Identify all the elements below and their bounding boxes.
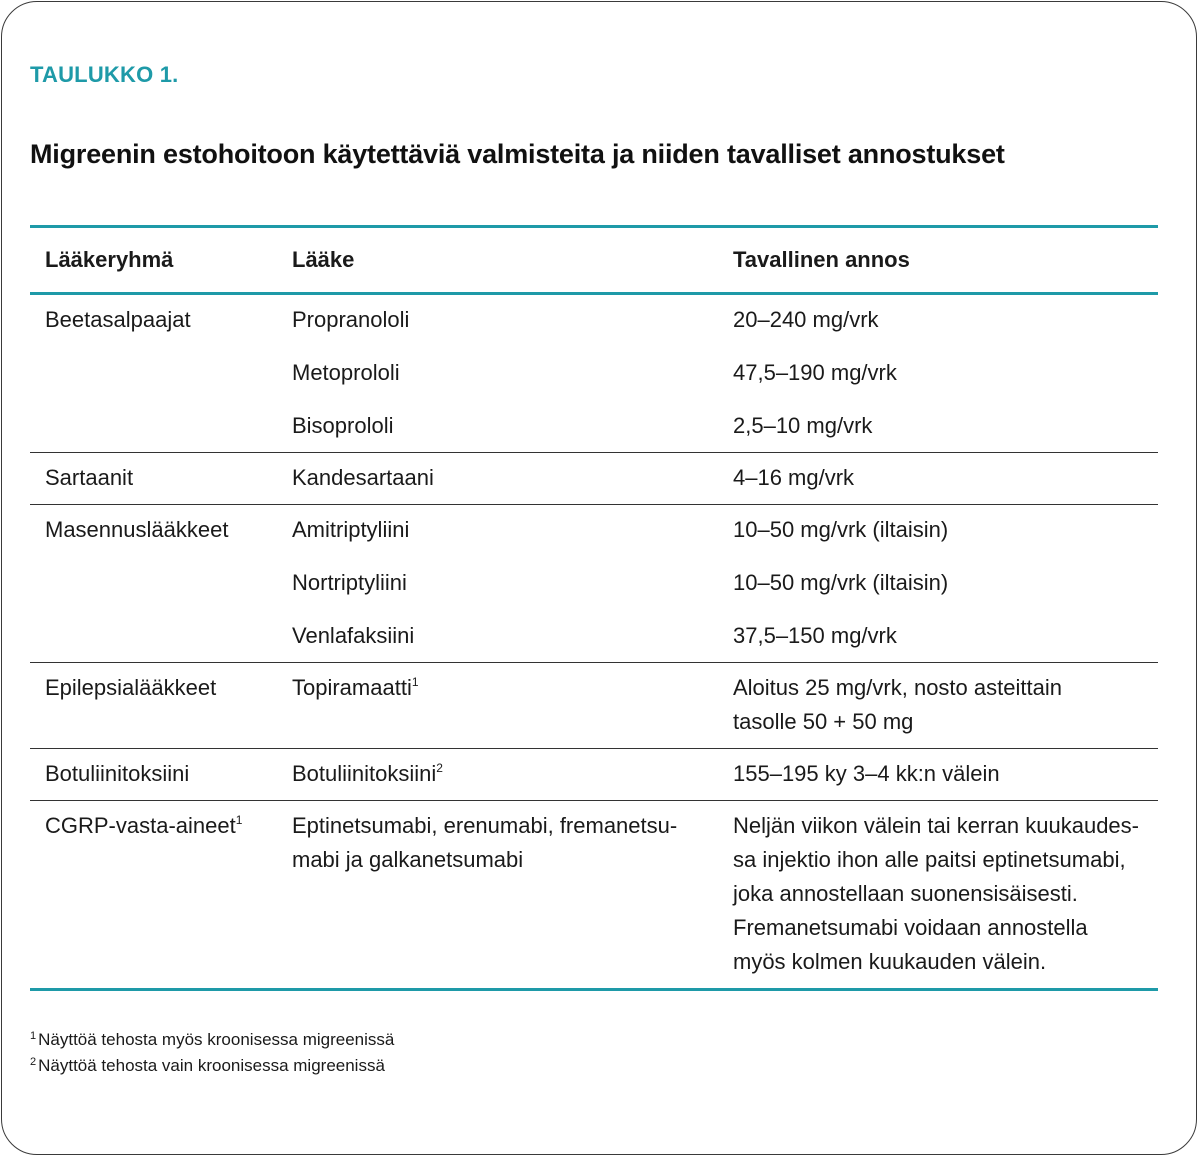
- table-row: [30, 671, 1158, 739]
- group-cell: Sartaanit: [45, 465, 134, 490]
- dose-cell: Aloitus 25 mg/vrk, nosto asteittain tasolle 50 + 50 mg: [733, 675, 1062, 734]
- drug-cell: Metoprololi: [292, 360, 400, 385]
- footnote-2: $^2$ Näyttöä tehosta vain kroonisessa migreenissä: [30, 1056, 385, 1075]
- table-row: [30, 303, 1158, 337]
- table-group-cgrp: [30, 801, 1158, 988]
- dose-cell: 37,5–150 mg/vrk: [733, 623, 897, 648]
- drug-cell: Venlafaksiini: [292, 623, 415, 648]
- dose-cell: 4–16 mg/vrk: [733, 465, 855, 490]
- drug-cell: Eptinetsumabi, erenumabi, fremanetsu- mabi ja galkanetsumabi: [292, 813, 678, 872]
- header-drug-group: Lääkeryhmä: [45, 247, 174, 272]
- drug-cell: Propranololi: [292, 307, 410, 332]
- group-cell: Botuliinitoksiini: [45, 761, 190, 786]
- group-cell: Beetasalpaajat: [45, 307, 191, 332]
- table-group-botuliinitoksiini: [30, 749, 1158, 800]
- table-row: [30, 757, 1158, 791]
- table-group-beetasalpaajat: [30, 295, 1158, 452]
- table-header-row: [30, 228, 1158, 292]
- dose-cell: 10–50 mg/vrk (iltaisin): [733, 517, 949, 542]
- table-row: [30, 356, 1158, 390]
- drug-cell: Topiramaatti$^1$: [292, 675, 419, 700]
- table-row: [30, 461, 1158, 495]
- header-drug: Lääke: [292, 247, 355, 272]
- footnote-1: $^1$ Näyttöä tehosta myös kroonisessa migreenissä: [30, 1030, 395, 1049]
- drug-cell: Bisoprololi: [292, 413, 394, 438]
- dose-cell: Neljän viikon välein tai kerran kuukaudes- sa injektio ihon alle paitsi eptinetsumabi, joka annostellaan suonensisäisesti. Fremanetsumabi voidaan annostella myös kolmen kuukauden välein.: [733, 813, 1139, 974]
- footnote-marker: 1: [411, 675, 419, 689]
- table-row: [30, 566, 1158, 600]
- table-group-epilepsialaakkeet: [30, 663, 1158, 748]
- table-bottom-rule: [30, 988, 1158, 991]
- dose-cell: 47,5–190 mg/vrk: [733, 360, 897, 385]
- dose-cell: 2,5–10 mg/vrk: [733, 413, 873, 438]
- drug-cell: Kandesartaani: [292, 465, 434, 490]
- table-row: [30, 513, 1158, 547]
- group-cell: Masennuslääkkeet: [45, 517, 229, 542]
- group-cell: CGRP-vasta-aineet$^1$: [45, 813, 243, 838]
- table-label: TAULUKKO 1.: [30, 62, 179, 87]
- footnote-marker: 1: [235, 813, 243, 827]
- header-dose: Tavallinen annos: [733, 247, 910, 272]
- dose-cell: 10–50 mg/vrk (iltaisin): [733, 570, 949, 595]
- table-group-masennuslaakkeet: [30, 505, 1158, 662]
- dose-cell: 155–195 ky 3–4 kk:n välein: [733, 761, 1000, 786]
- dose-cell: 20–240 mg/vrk: [733, 307, 879, 332]
- table-row: [30, 619, 1158, 653]
- footnote-marker: 2: [436, 761, 443, 775]
- drug-cell: Botuliinitoksiini$^2$: [292, 761, 443, 786]
- table-row: [30, 809, 1158, 979]
- drug-cell: Amitriptyliini: [292, 517, 410, 542]
- dosage-table: [30, 225, 1158, 991]
- footnotes: [30, 1027, 394, 1079]
- table-group-sartaanit: [30, 453, 1158, 504]
- table-title: Migreenin estohoitoon käytettäviä valmisteita ja niiden tavalliset annostukset: [30, 139, 1005, 169]
- table-row: [30, 409, 1158, 443]
- drug-cell: Nortriptyliini: [292, 570, 407, 595]
- group-cell: Epilepsialääkkeet: [45, 675, 217, 700]
